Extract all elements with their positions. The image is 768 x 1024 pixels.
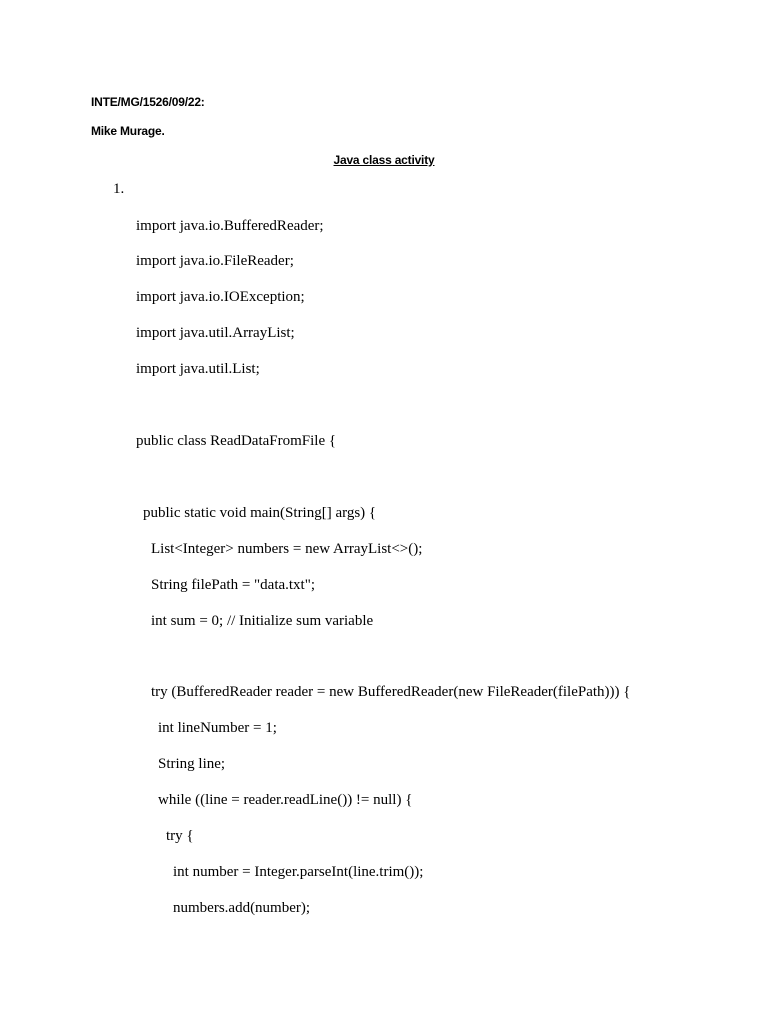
- code-line: import java.io.IOException;: [136, 289, 305, 305]
- code-line: int lineNumber = 1;: [158, 720, 277, 736]
- code-line: List<Integer> numbers = new ArrayList<>();: [151, 541, 423, 557]
- document-title: Java class activity: [333, 153, 435, 167]
- code-line: String line;: [158, 756, 226, 772]
- code-line: String filePath = "data.txt";: [151, 577, 316, 593]
- student-id: INTE/MG/1526/09/22:: [91, 95, 205, 109]
- code-line: import java.util.List;: [136, 361, 260, 377]
- code-line: public static void main(String[] args) {: [143, 505, 377, 521]
- code-line: import java.util.ArrayList;: [136, 325, 295, 341]
- code-line: import java.io.FileReader;: [136, 253, 294, 269]
- author-name: Mike Murage.: [91, 124, 165, 138]
- code-line: try {: [166, 828, 194, 844]
- list-number: 1.: [113, 181, 125, 197]
- code-line: numbers.add(number);: [173, 900, 311, 916]
- code-line: int sum = 0; // Initialize sum variable: [151, 613, 374, 629]
- code-line: import java.io.BufferedReader;: [136, 218, 324, 234]
- code-line: int number = Integer.parseInt(line.trim());: [173, 864, 424, 880]
- code-line: while ((line = reader.readLine()) != null) {: [158, 792, 413, 808]
- code-line: public class ReadDataFromFile {: [136, 433, 337, 449]
- code-line: try (BufferedReader reader = new BufferedReader(new FileReader(filePath))) {: [151, 684, 631, 700]
